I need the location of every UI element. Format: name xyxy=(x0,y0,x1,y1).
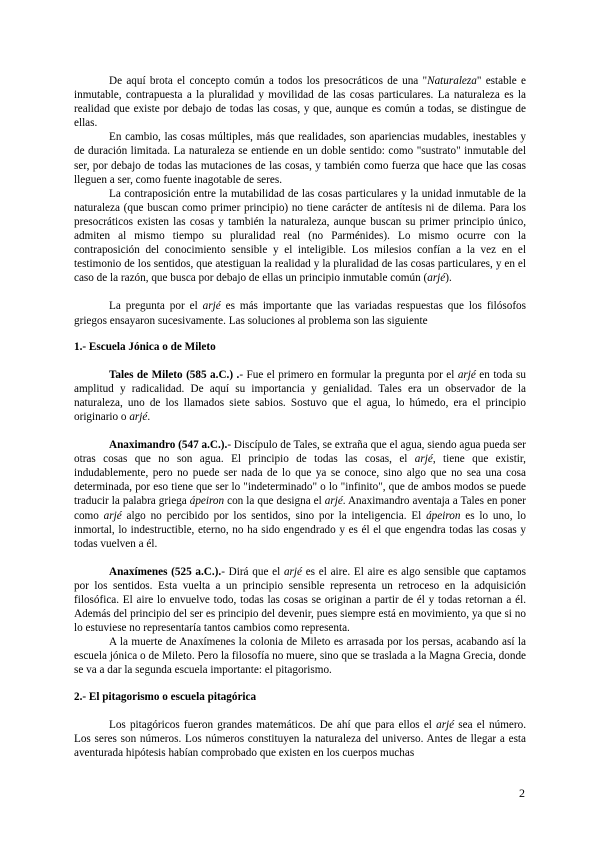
page-number: 2 xyxy=(519,786,525,800)
paragraph-anaximenes: Anaxímenes (525 a.C.).- Dirá que el arjé es el aire. El aire es algo sensible que captamos por los sentidos. Esta vuelta a un principio sensible representa un retroceso en la adquisición filosófica. El aire lo envuelve todo, todas las cosas se originan a partir de él y todas retornan a él. Además del principio del ser es principio del devenir, pues siempre está en movimiento, ya que si no lo estuviese no representaría tantos cambios como representa. xyxy=(74,565,526,635)
page-body xyxy=(74,74,526,760)
paragraph-muerte-anaximenes: A la muerte de Anaxímenes la colonia de Mileto es arrasada por los persas, acabando así la escuela jónica o de Mileto. Pero la filosofía no muere, sino que se traslada a la Magna Grecia, donde se va a dar la segunda escuela importante: el pitagorismo. xyxy=(74,636,526,677)
paragraph-naturaleza: De aquí brota el concepto común a todos los presocráticos de una "Naturaleza" estable e inmutable, contrapuesta a la pluralidad y movilidad de las cosas particulares. La naturaleza es la realidad que existe por debajo de todas las cosas, y que, aunque es común a todas, se distingue de ellas. xyxy=(74,75,526,130)
section-heading-escuela-jonica: 1.- Escuela Jónica o de Mileto xyxy=(74,340,216,353)
paragraph-contraposicion: La contraposición entre la mutabilidad de las cosas particulares y la unidad inmutable de la naturaleza (que buscan como primer principio) no tiene carácter de antítesis ni de dilema. Para los presocráticos existen las cosas y también la naturaleza, aunque buscan su primer principio único, admiten al mismo tiempo su pluralidad real (no Parménides). Lo mismo ocurre con la contraposición del conocimiento sensible y el inteligible. Los milesios confían a la vez en el testimonio de los sentidos, que atestiguan la realidad y la pluralidad de las cosas particulares, y en el caso de la razón, que busca por debajo de ellas un principio inmutable común (arjé). xyxy=(74,187,526,285)
paragraph-tales: Tales de Mileto (585 a.C.) .- Fue el primero en formular la pregunta por el arjé en toda su amplitud y radicalidad. De aquí su importancia y genialidad. Tales era un observador de la naturaleza, uno de los llamados siete sabios. Sostuvo que el agua, lo húmedo, era el principio originario o arjé. xyxy=(74,368,526,423)
section-heading-pitagorismo: 2.- El pitagorismo o escuela pitagórica xyxy=(74,690,257,703)
paragraph-pregunta-arje: La pregunta por el arjé es más importante que las variadas respuestas que los filósofos griegos ensayaron sucesivamente. Las soluciones al problema son las siguiente xyxy=(74,300,526,327)
paragraph-pitagoricos: Los pitagóricos fueron grandes matemáticos. De ahí que para ellos el arjé sea el número. Los seres son números. Los números constituyen la naturaleza del universo. Antes de llegar a esta aventurada hipótesis habían comprobado que existen en los cuerpos muchas xyxy=(74,718,526,759)
paragraph-anaximandro: Anaximandro (547 a.C.).- Discípulo de Tales, se extraña que el agua, siendo agua pueda ser otras cosas que no son agua. El principio de todas las cosas, el arjé, tiene que existir, indudablemente, pero no puede ser nada de lo que ya se conoce, sino algo que no sea una cosa determinada, por eso tiene que ser lo "indeterminado" o lo "infinito", que de ambos modos se puede traducir la palabra griega ápeiron con la que designa el arjé. Anaximandro aventaja a Tales en poner como arjé algo no percibido por los sentidos, sino por la inteligencia. El ápeiron es lo uno, lo inmortal, lo indestructible, eterno, no ha sido engendrado y es él el que engendra todas las cosas y todas vuelven a él. xyxy=(74,439,527,550)
paragraph-cosas-multiples: En cambio, las cosas múltiples, más que realidades, son apariencias mudables, inestables y de duración limitada. La naturaleza se entiende en un doble sentido: como "sustrato" inmutable del ser, por debajo de todas las mutaciones de las cosas, y también como fuerza que hace que las cosas lleguen a ser, como fuente inagotable de seres. xyxy=(74,131,526,186)
